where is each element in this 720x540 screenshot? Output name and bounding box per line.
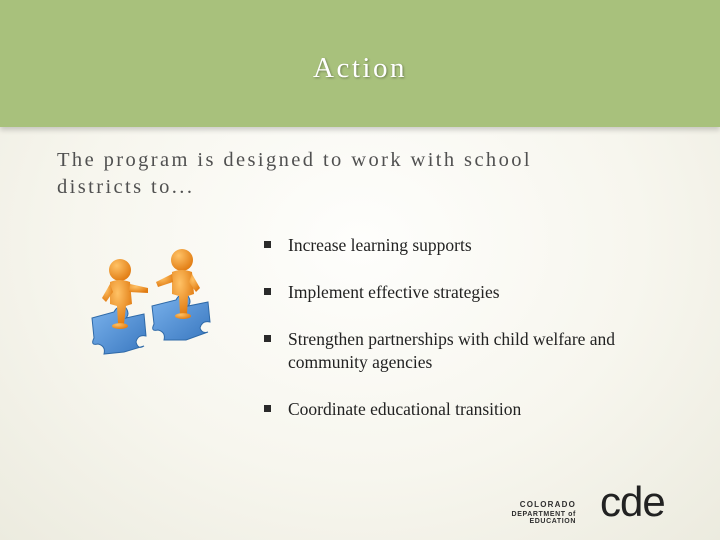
puzzle-figures-illustration: [80, 240, 215, 355]
intro-text: The program is designed to work with school districts to...: [57, 149, 532, 198]
cde-logo: [486, 478, 696, 528]
bullet-item: [264, 281, 684, 304]
bullet-list: [264, 234, 684, 445]
bullet-text: Increase learning supports: [288, 235, 472, 255]
bullet-item: [264, 328, 684, 374]
square-bullet-icon: [264, 288, 271, 295]
logo-mark: cde: [600, 478, 665, 525]
square-bullet-icon: [264, 405, 271, 412]
header-banner: [0, 0, 720, 127]
logo-line-colorado: COLORADO: [519, 500, 576, 509]
square-bullet-icon: [264, 241, 271, 248]
bullet-item: [264, 234, 684, 257]
square-bullet-icon: [264, 335, 271, 342]
slide-title: Action: [313, 52, 407, 84]
bullet-item: [264, 398, 684, 421]
bullet-text: Implement effective strategies: [288, 282, 500, 302]
bullet-text: Strengthen partnerships with child welfare and community agencies: [288, 329, 616, 372]
bullet-text: Coordinate educational transition: [288, 399, 522, 419]
logo-line-department: DEPARTMENT of EDUCATION: [511, 511, 576, 525]
